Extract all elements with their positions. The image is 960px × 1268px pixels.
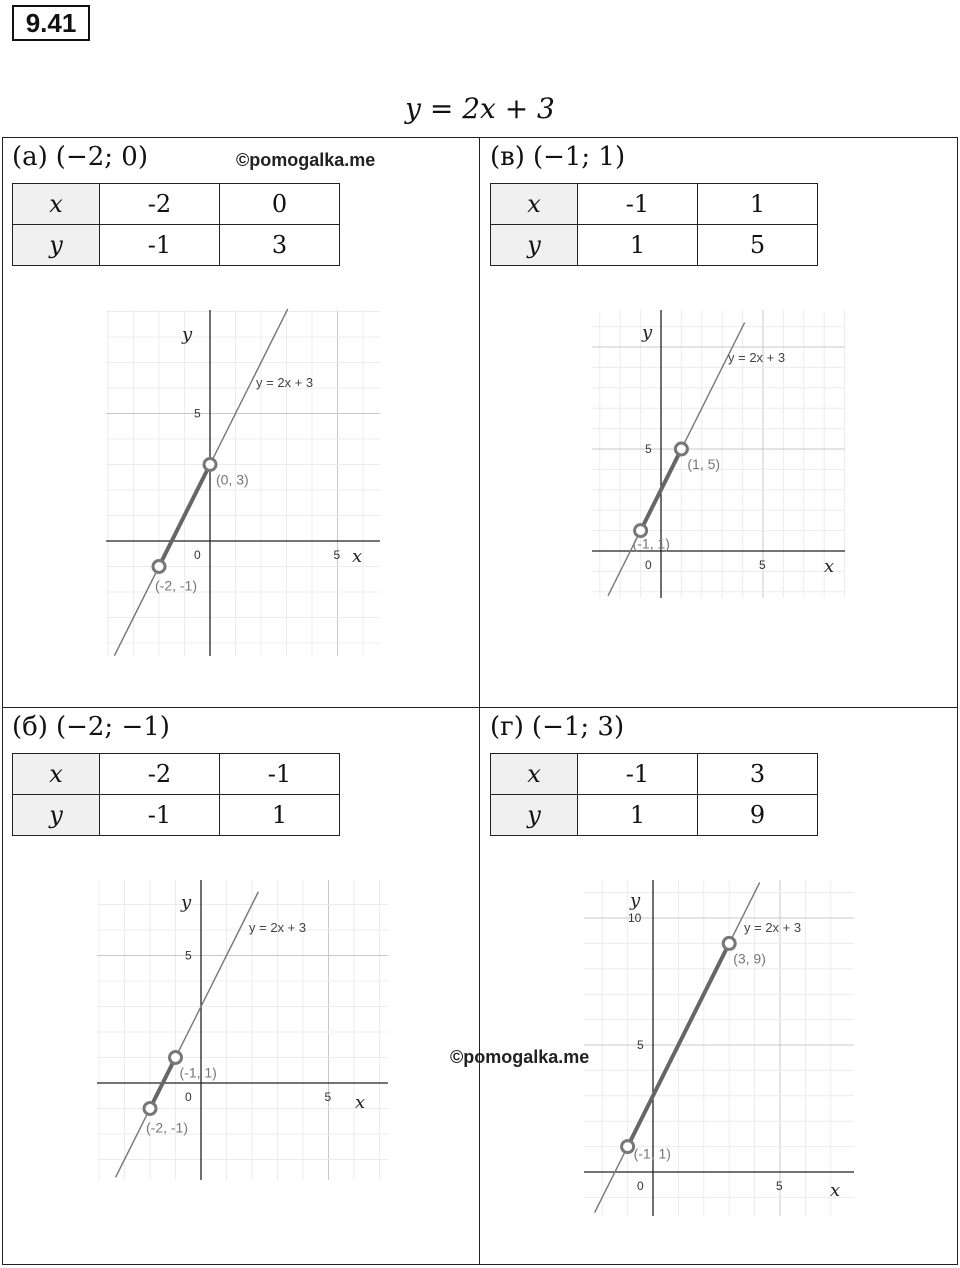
x-axis-label: x: [824, 556, 835, 577]
table-row-y: [491, 795, 818, 836]
x-tick-label: 5: [333, 548, 341, 562]
point-marker: [144, 1103, 156, 1115]
panel-g-graph: [584, 880, 854, 1216]
panel-v-graph: [592, 310, 845, 598]
row-y-header: y: [13, 225, 100, 266]
y-value: 1: [220, 795, 340, 836]
panel-b-label: (б): [12, 712, 48, 742]
panel-g-point: (−1; 3): [531, 712, 625, 742]
line-equation-label: y = 2x + 3: [256, 375, 314, 390]
y-value: 1: [578, 225, 698, 266]
point-label: (-2, -1): [146, 1119, 188, 1136]
y-tick-label: 5: [194, 406, 201, 421]
x-tick-label: 5: [759, 558, 766, 572]
table-row-x: [491, 754, 818, 795]
point-marker: [723, 937, 735, 949]
y-tick-label: 5: [637, 1038, 644, 1052]
panel-v-title: [490, 142, 625, 172]
point-marker: [170, 1052, 182, 1064]
x-value: -1: [578, 754, 698, 795]
x-value: -2: [100, 754, 220, 795]
panel-a-label: (а): [12, 142, 48, 172]
y-tick-label: 10: [628, 911, 642, 925]
watermark-middle: ©pomogalka.me: [450, 1047, 590, 1067]
y-value: 1: [578, 795, 698, 836]
line-equation-label: y = 2x + 3: [744, 920, 802, 935]
y-axis-label: y: [642, 322, 653, 343]
table-row-y: [13, 795, 340, 836]
x-value: -2: [100, 184, 220, 225]
x-value: 3: [698, 754, 818, 795]
y-value: 9: [698, 795, 818, 836]
panel-b-point: (−2; −1): [55, 712, 170, 742]
panel-g-table: [490, 753, 818, 836]
point-marker: [153, 561, 165, 573]
x-axis-label: x: [355, 1092, 366, 1113]
y-value: 5: [698, 225, 818, 266]
panel-v-label: (в): [490, 142, 525, 172]
point-label: (3, 9): [733, 950, 766, 967]
x-value: -1: [578, 184, 698, 225]
row-y-header: y: [13, 795, 100, 836]
x-axis-label: x: [830, 1180, 841, 1201]
line-equation-label: y = 2x + 3: [728, 350, 786, 365]
table-row-x: [13, 184, 340, 225]
y-value: 3: [220, 225, 340, 266]
panel-v-point: (−1; 1): [532, 142, 626, 172]
origin-label: 0: [637, 1179, 644, 1193]
y-tick-label: 5: [185, 948, 192, 963]
origin-label: 0: [194, 548, 201, 562]
x-value: 1: [698, 184, 818, 225]
watermark-top: ©pomogalka.me: [236, 150, 376, 170]
row-x-header: x: [13, 754, 100, 795]
panel-g-label: (г): [490, 712, 524, 742]
x-axis-label: x: [352, 546, 363, 567]
equation-title: y = 2x + 3: [405, 92, 555, 125]
row-x-header: x: [491, 754, 578, 795]
y-axis-label: y: [182, 324, 193, 345]
table-row-y: [13, 225, 340, 266]
row-y-header: y: [491, 225, 578, 266]
point-marker: [204, 459, 216, 471]
panel-b-table: [12, 753, 340, 836]
point-label: (0, 3): [216, 471, 249, 488]
panel-g-title: [490, 712, 624, 742]
panel-a-point: (−2; 0): [55, 142, 148, 172]
panel-b-graph: [97, 880, 388, 1180]
row-y-header: y: [491, 795, 578, 836]
x-value: -1: [220, 754, 340, 795]
line-equation-label: y = 2x + 3: [249, 920, 307, 935]
table-row-y: [491, 225, 818, 266]
point-marker: [622, 1141, 634, 1153]
row-x-header: x: [13, 184, 100, 225]
origin-label: 0: [185, 1090, 192, 1104]
x-tick-label: 5: [324, 1090, 332, 1104]
point-label: (-1, 1): [632, 535, 670, 552]
y-value: -1: [100, 795, 220, 836]
table-row-x: [13, 754, 340, 795]
row-x-header: x: [491, 184, 578, 225]
table-row-x: [491, 184, 818, 225]
point-label: (-2, -1): [155, 577, 197, 594]
panel-a-table: [12, 183, 340, 266]
y-axis-label: y: [181, 892, 192, 913]
point-marker: [675, 443, 687, 455]
task-number: 9.41: [12, 5, 90, 41]
panel-a-graph: [106, 310, 380, 656]
x-value: 0: [220, 184, 340, 225]
panel-a-title: [12, 142, 148, 172]
y-tick-label: 5: [645, 442, 652, 456]
origin-label: 0: [645, 558, 652, 572]
y-axis-label: y: [630, 890, 641, 911]
panel-v-table: [490, 183, 818, 266]
divider-horizontal: [2, 707, 958, 708]
y-value: -1: [100, 225, 220, 266]
divider-vertical: [479, 137, 480, 1265]
x-tick-label: 5: [776, 1179, 783, 1193]
panel-b-title: [12, 712, 170, 742]
point-label: (-1, 1): [633, 1145, 671, 1162]
point-label: (1, 5): [687, 456, 721, 472]
point-label: (-1, 1): [179, 1064, 217, 1081]
